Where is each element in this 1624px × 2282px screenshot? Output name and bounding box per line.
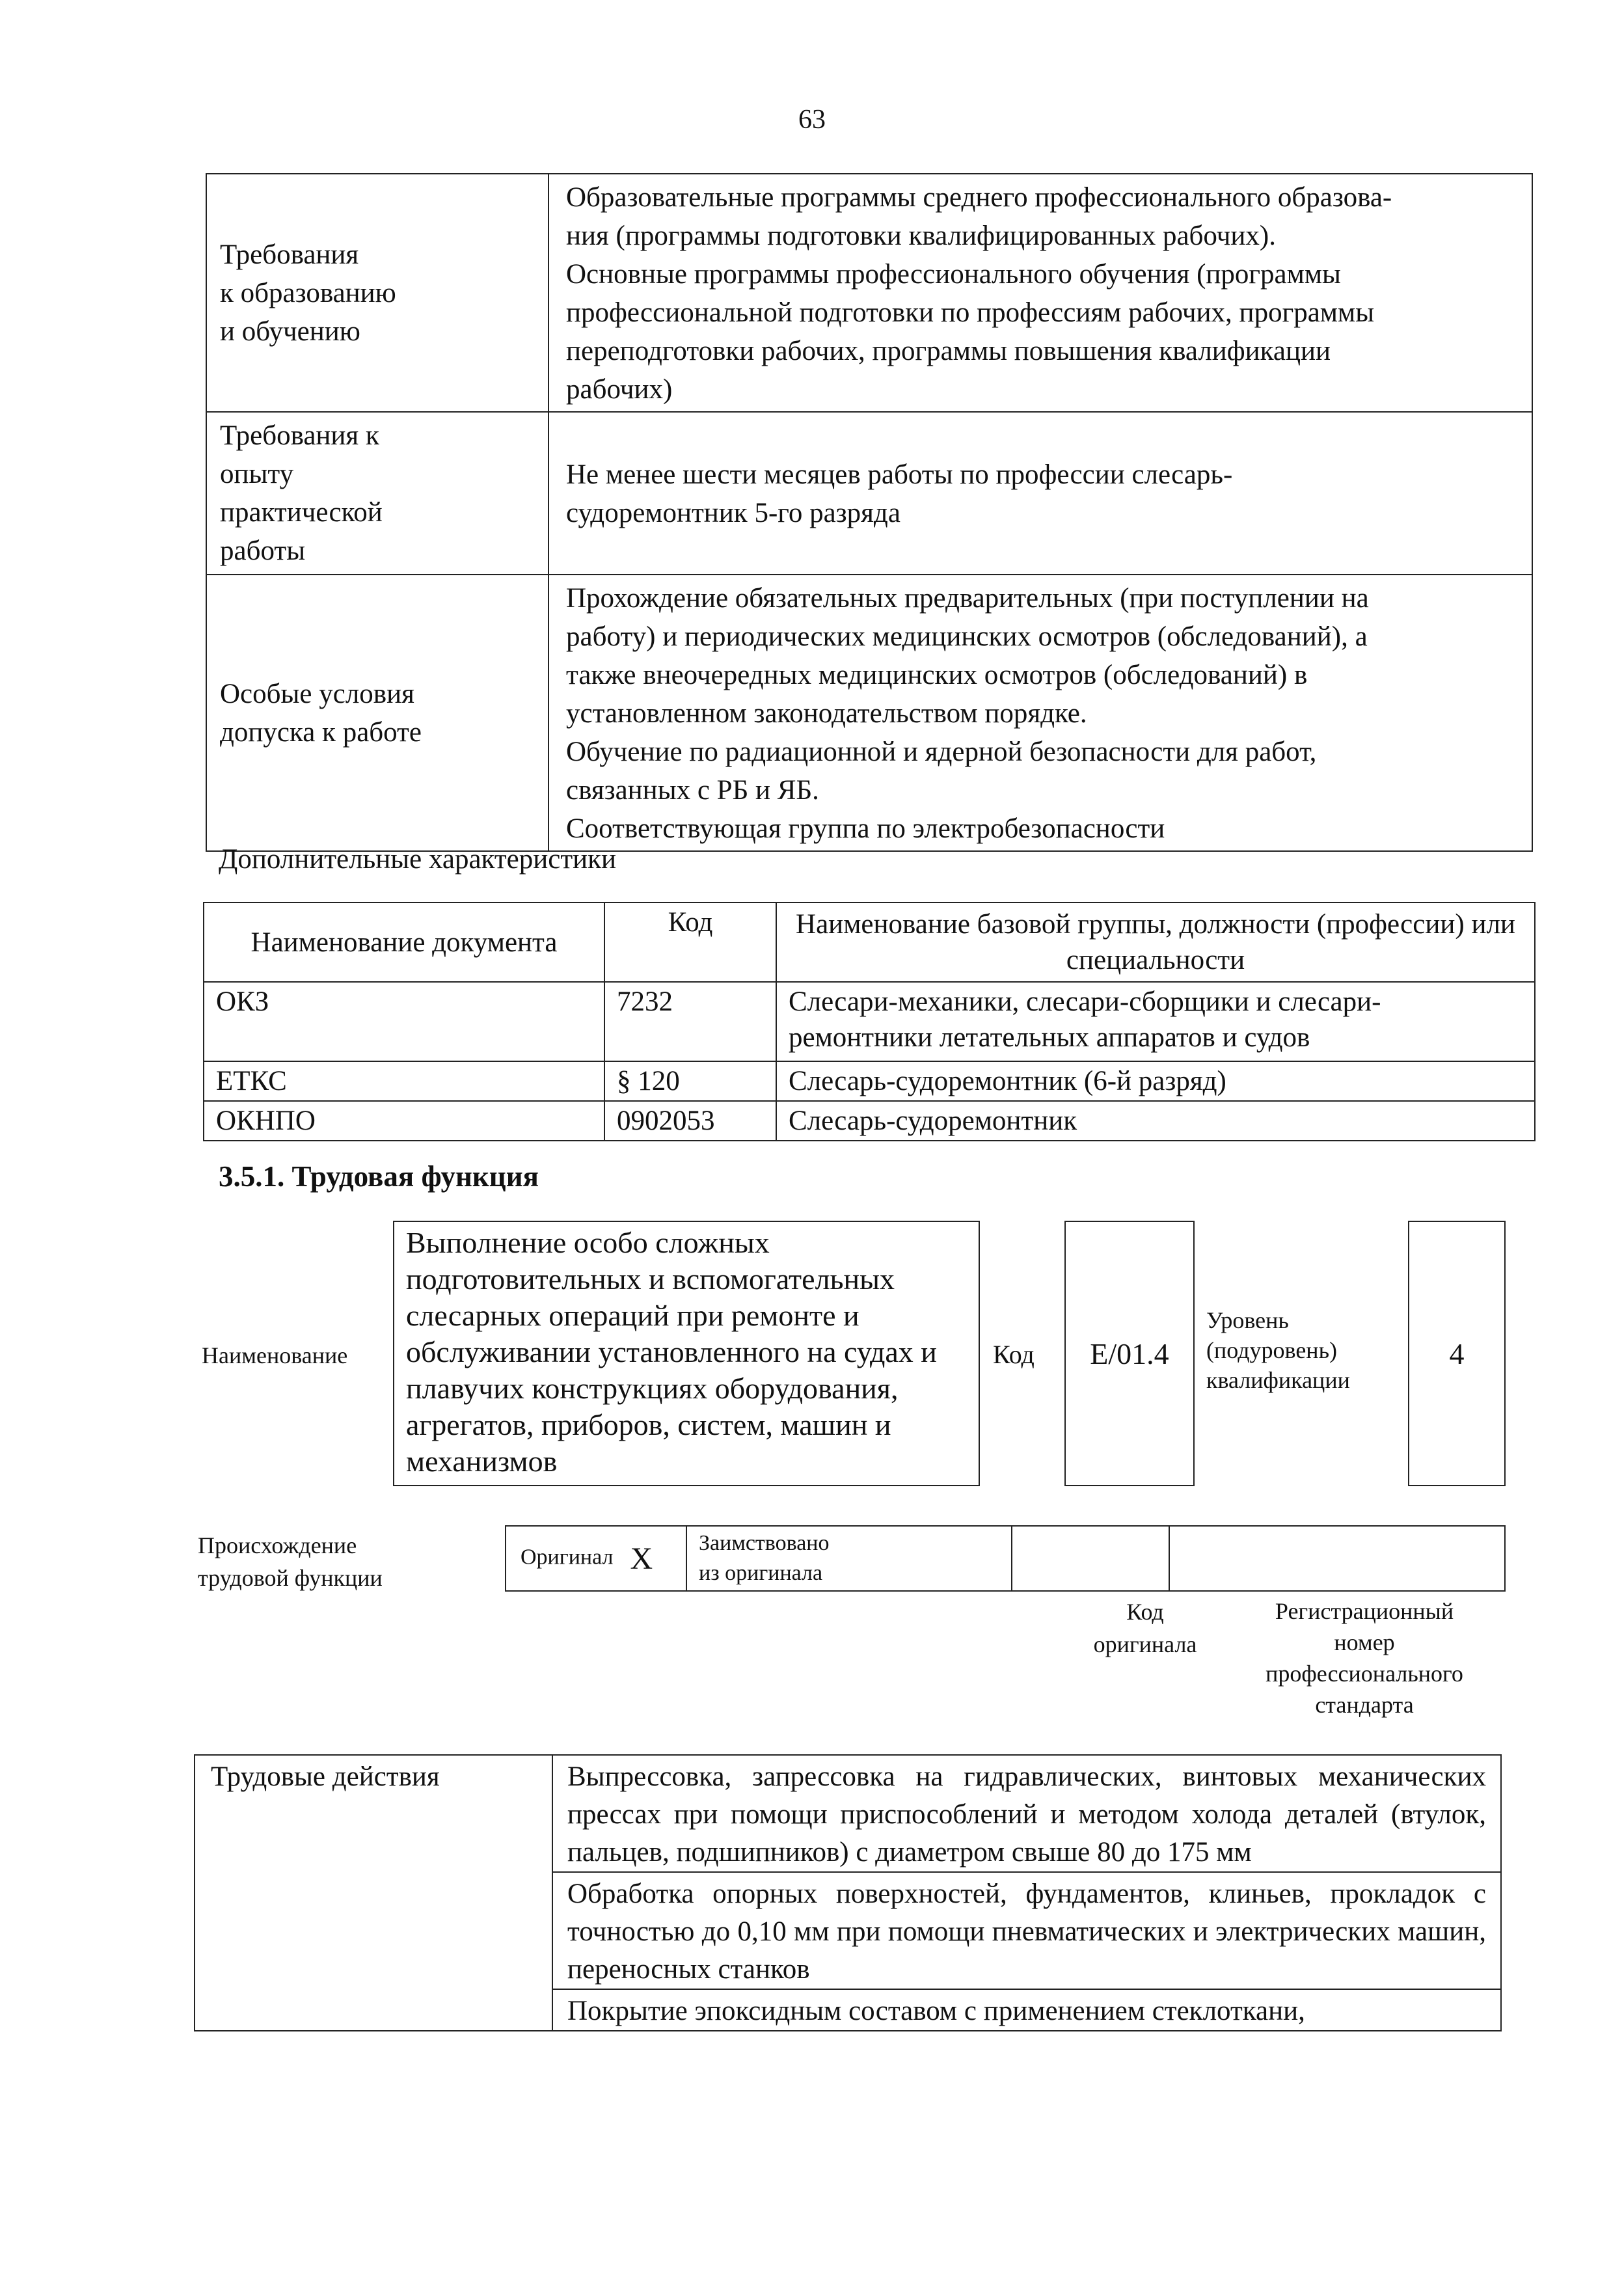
qualification-level-box: 4 xyxy=(1408,1221,1506,1486)
requirement-value: Прохождение обязательных предварительных (при поступлении на работу) и периодических медицинских осмотров (обследований), а также внеочередных медицинских осмотров (обследований) в установленном законодательством порядке. Обучение по радиационной и ядерной безопасности для работ, связанных с РБ и ЯБ. Соответствующая группа по электробезопасности xyxy=(548,575,1532,851)
name-cell: Слесарь-судоремонтник xyxy=(776,1101,1535,1141)
reg-number-label: Регистрационный номер профессионального стандарта xyxy=(1265,1598,1463,1718)
qualification-level-label: Уровень (подуровень) квалификации xyxy=(1206,1307,1350,1393)
requirement-label: Требования к образованию и обучению xyxy=(206,174,548,412)
code-original-label: Код оригинала xyxy=(1093,1599,1197,1657)
original-cell xyxy=(506,1526,686,1591)
original-label: Оригинал xyxy=(521,1544,614,1569)
additional-characteristics-title: Дополнительные характеристики xyxy=(219,844,617,875)
table-row xyxy=(206,174,1532,412)
page-number: 63 xyxy=(798,105,826,135)
labor-actions-table xyxy=(194,1754,1502,2031)
code-cell: § 120 xyxy=(604,1061,776,1101)
origin-table xyxy=(505,1525,1506,1592)
table-row xyxy=(206,575,1532,851)
code-cell: 7232 xyxy=(604,982,776,1061)
requirements-table xyxy=(206,173,1533,852)
requirement-value: Не менее шести месяцев работы по профессии слесарь- судоремонтник 5-го разряда xyxy=(548,412,1532,575)
table-row xyxy=(206,412,1532,575)
function-name-label: Наименование xyxy=(202,1342,348,1368)
table-header-row xyxy=(204,903,1535,982)
name-cell: Слесарь-судоремонтник (6-й разряд) xyxy=(776,1061,1535,1101)
section-title: 3.5.1. Трудовая функция xyxy=(219,1160,539,1193)
table-row xyxy=(506,1526,1505,1591)
origin-label: Происхождение трудовой функции xyxy=(198,1532,383,1591)
requirement-value: Образовательные программы среднего профессионального образова- ния (программы подготовки квалифицированных рабочих). Основные программы профессионального обучения (программы профессиональной подготовки по профессиям рабочих, программы переподготовки рабочих, программы повышения квалификации рабочих) xyxy=(548,174,1532,412)
table-row xyxy=(204,982,1535,1061)
column-header: Наименование базовой группы, должности (профессии) или специальности xyxy=(776,903,1535,982)
code-original-cell xyxy=(1012,1526,1169,1591)
function-name-box: Выполнение особо сложных подготовительных и вспомогательных слесарных операций при ремонте и обслуживании установленного на судах и плавучих конструкциях оборудования, агрегатов, приборов, систем, машин и механизмов xyxy=(393,1221,980,1486)
function-code-box: E/01.4 xyxy=(1064,1221,1195,1486)
doc-cell: ЕТКС xyxy=(204,1061,604,1101)
code-cell: 0902053 xyxy=(604,1101,776,1141)
additional-characteristics-table xyxy=(203,902,1536,1141)
reg-number-cell xyxy=(1169,1526,1505,1591)
column-header: Код xyxy=(604,903,776,982)
labor-actions-label: Трудовые действия xyxy=(195,1755,552,2031)
table-row xyxy=(195,1755,1501,1872)
labor-action-item: Выпрессовка, запрессовка на гидравлических, винтовых механических прессах при помощи приспособлений и методом холода деталей (втулок, пальцев, подшипников) с диаметром свыше 80 до 175 мм xyxy=(552,1755,1501,1872)
requirement-label: Требования к опыту практической работы xyxy=(206,412,548,575)
function-code-label: Код xyxy=(993,1340,1035,1369)
labor-action-item: Покрытие эпоксидным составом с применением стеклоткани, xyxy=(552,1989,1501,2031)
column-header: Наименование документа xyxy=(204,903,604,982)
borrowed-cell: Заимствовано из оригинала xyxy=(686,1526,1012,1591)
labor-action-item: Обработка опорных поверхностей, фундаментов, клиньев, прокладок с точностью до 0,10 мм при помощи пневматических и электрических машин, переносных станков xyxy=(552,1872,1501,1989)
original-mark: X xyxy=(630,1541,653,1576)
name-cell: Слесари-механики, слесари-сборщики и слесари-ремонтники летательных аппаратов и судов xyxy=(776,982,1535,1061)
doc-cell: ОКЗ xyxy=(204,982,604,1061)
table-row xyxy=(204,1061,1535,1101)
requirement-label: Особые условия допуска к работе xyxy=(206,575,548,851)
table-row xyxy=(204,1101,1535,1141)
doc-cell: ОКНПО xyxy=(204,1101,604,1141)
